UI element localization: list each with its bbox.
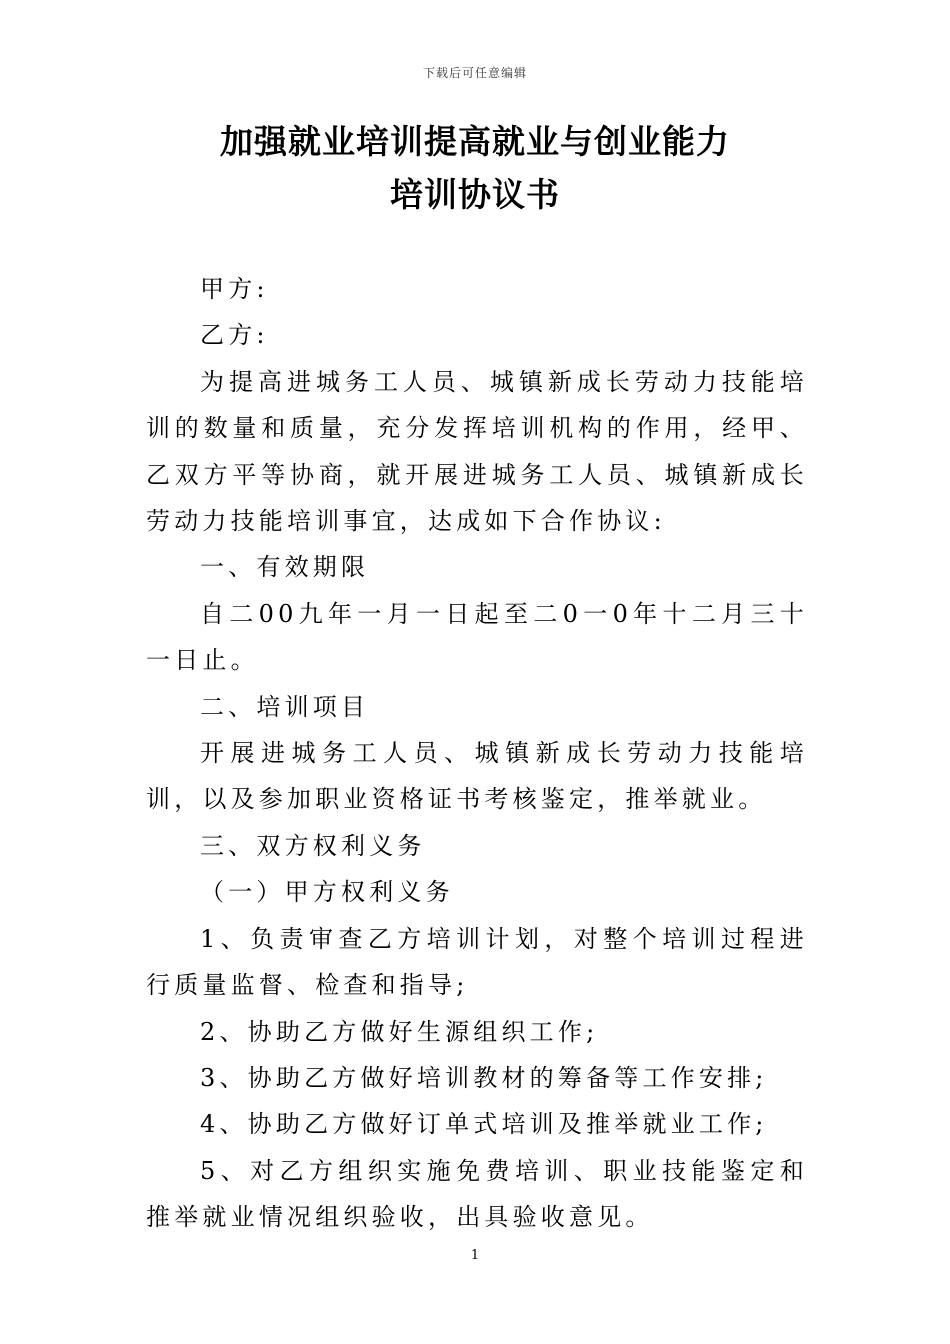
page-number: 1 [470,1248,480,1263]
subsection-heading-party-a: （一）甲方权利义务 [200,878,454,907]
document-title-line-1: 加强就业培训提高就业与创业能力 [220,122,730,161]
clause-item-4: 4、协助乙方做好订单式培训及推举就业工作; [200,1110,768,1139]
validity-paragraph: 自二00九年一月一日起至二0一0年十二月三十一日止。 [146,599,808,675]
training-items-paragraph: 开展进城务工人员、城镇新成长劳动力技能培训，以及参加职业资格证书考核鉴定，推举就业。 [146,739,808,814]
section-heading-training-items: 二、培训项目 [200,692,370,721]
clause-item-2: 2、协助乙方做好生源组织工作; [200,1017,599,1046]
clause-item-5: 5、对乙方组织实施免费培训、职业技能鉴定和推举就业情况组织验收，出具验收意见。 [146,1156,808,1232]
section-heading-validity: 一、有效期限 [200,553,370,582]
clause-item-1: 1、负责审查乙方培训计划，对整个培训过程进行质量监督、检查和指导; [146,924,808,1000]
document-body [146,266,808,1241]
party-b-label: 乙方: [200,321,269,350]
preamble-paragraph: 为提高进城务工人员、城镇新成长劳动力技能培训的数量和质量，充分发挥培训机构的作用，经甲、乙双方平等协商，就开展进城务工人员、城镇新成长劳动力技能培训事宜，达成如下合作协议: [146,367,808,536]
header-note: 下载后可任意编辑 [422,66,527,80]
clause-item-3: 3、协助乙方做好培训教材的筹备等工作安排; [200,1063,768,1092]
document-title-line-2: 培训协议书 [390,175,560,214]
party-a-label: 甲方: [200,275,269,303]
section-heading-rights-obligations: 三、双方权利义务 [200,831,426,860]
